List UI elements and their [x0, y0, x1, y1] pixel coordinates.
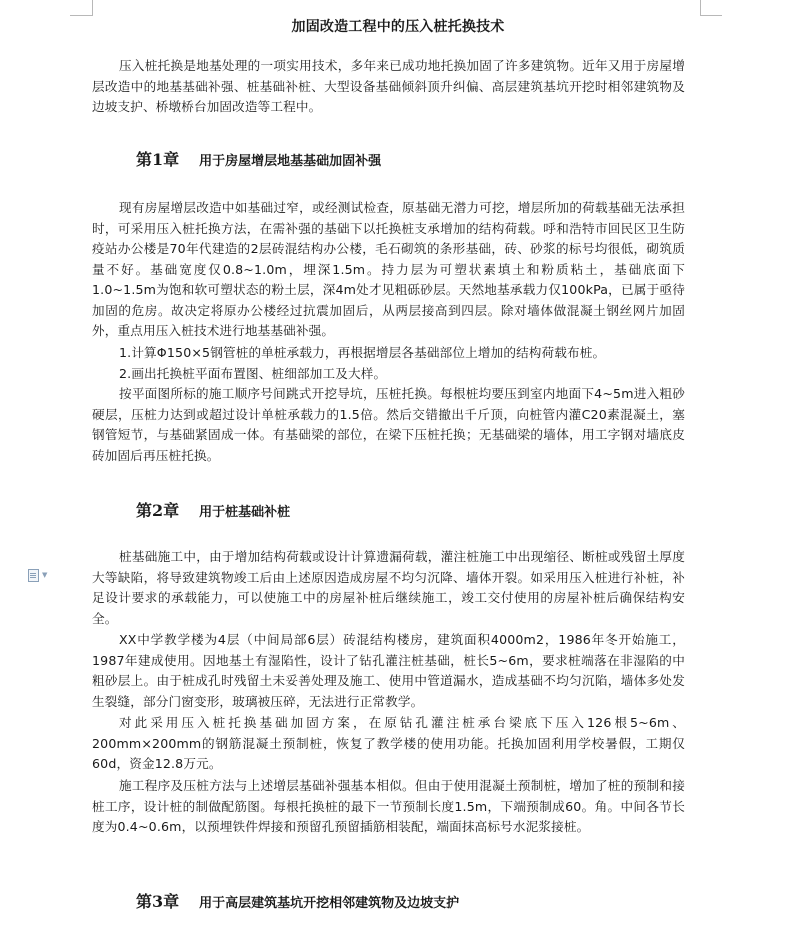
chapter-1-list-item-2: 2.画出托换桩平面布置图、桩细部加工及大样。: [119, 366, 387, 381]
chapter-title: 用于桩基础补桩: [199, 505, 291, 520]
chapter-2-heading: [136, 498, 290, 521]
chapter-1-paragraph-1: 现有房屋增层改造中如基础过窄，或经测试检查，原基础无潜力可挖，增层所加的荷载基础无法承担时，可采用压入桩托换方法，在需补强的基础下以托换桩支承增加的结构荷载。呼和浩特市回民区卫生防疫站办公楼是70年代建造的2层砖混结构办公楼，毛石砌筑的条形基础，砖、砂浆的标号均很低，砌筑质量不好。基础宽度仅0.8~1.0m，埋深1.5m。持力层为可塑状素填土和粉质粘土，基础底面下1.0~1.5m为饱和软可塑状态的粉土层，深4m处才见粗砾砂层。天然地基承载力仅100kPa，已属于亟待加固的危房。故决定将原办公楼经过抗震加固后，从两层接高到四层。除对墙体做混凝土钢丝网片加固外，重点用压入桩技术进行地基基础补强。: [92, 200, 685, 338]
document-title: 加固改造工程中的压入桩托换技术: [291, 19, 505, 35]
dropdown-arrow-icon: ▼: [42, 571, 48, 579]
crop-mark-right-vertical: [700, 0, 701, 15]
chapter-2-paragraph-2: XX中学教学楼为4层（中间局部6层）砖混结构楼房，建筑面积4000m2，1986年冬开始施工，1987年建成使用。因地基土有湿陷性，设计了钻孔灌注桩基础，桩长5~6m，要求桩端落在非湿陷的中粗砂层上。由于桩成孔时残留土未妥善处理及施工、使用中管道漏水，造成基础不均匀沉陷，墙体多处发生裂缝，部分门窗变形，玻璃被压碎，无法进行正常教学。: [92, 632, 685, 709]
chapter-2-paragraph-3: 对此采用压入桩托换基础加固方案，在原钻孔灌注桩承台梁底下压入126根5~6m、200mm×200mm的钢筋混凝土预制桩，恢复了教学楼的使用功能。托换加固利用学校暑假，工期仅60d，资金12.8万元。: [92, 715, 685, 771]
chapter-title: 用于房屋增层地基基础加固补强: [199, 154, 382, 169]
page-icon: [28, 569, 39, 582]
chapter-2-paragraph-1: 桩基础施工中，由于增加结构荷载或设计计算遗漏荷载，灌注桩施工中出现缩径、断桩或残留土厚度大等缺陷，将导致建筑物竣工后由上述原因造成房屋不均匀沉降、墙体开裂。如采用压入桩进行补桩，补足设计要求的承载能力，可以使施工中的房屋补桩后继续施工，竣工交付使用的房屋补桩后确保结构安全。: [92, 549, 685, 626]
crop-mark-left-vertical: [92, 0, 93, 15]
chapter-3-heading: [136, 889, 459, 912]
document-map-icon[interactable]: [28, 568, 52, 582]
crop-mark-left-horizontal: [70, 15, 93, 16]
chapter-1-paragraph-2: 按平面图所标的施工顺序号间跳式开挖导坑，压桩托换。每根桩均要压到室内地面下4~5m进入粗砂硬层，压桩力达到或超过设计单桩承载力的1.5倍。然后交错撤出千斤顶，向桩管内灌C20素混凝土，塞钢管短节，与基础紧固成一体。有基础梁的部位，在梁下压桩托换；无基础梁的墙体，用工字钢对墙底皮砖加固后再压桩托换。: [92, 386, 685, 463]
chapter-title: 用于高层建筑基坑开挖相邻建筑物及边坡支护: [199, 896, 460, 911]
chapter-number: 第1章: [136, 150, 180, 169]
chapter-number: 第2章: [136, 501, 180, 520]
chapter-1-list-item-1: 1.计算Φ150×5钢管桩的单桩承载力，再根据增层各基础部位上增加的结构荷载布桩。: [119, 345, 606, 360]
chapter-2-paragraph-4: 施工程序及压桩方法与上述增层基础补强基本相似。但由于使用混凝土预制桩，增加了桩的预制和接桩工序，设计桩的制做配筋图。每根托换桩的最下一节预制长度1.5m，下端预制成60。角。中间各节长度为0.4~0.6m，以预埋铁件焊接和预留孔预留插筋相装配，端面抹高标号水泥浆接桩。: [92, 778, 685, 834]
chapter-1-heading: [136, 147, 381, 170]
intro-paragraph: 压入桩托换是地基处理的一项实用技术，多年来已成功地托换加固了许多建筑物。近年又用于房屋增层改造中的地基基础补强、桩基础补桩、大型设备基础倾斜顶升纠偏、高层建筑基坑开挖时相邻建筑物及边坡支护、桥墩桥台加固改造等工程中。: [92, 58, 685, 114]
chapter-number: 第3章: [136, 892, 180, 911]
